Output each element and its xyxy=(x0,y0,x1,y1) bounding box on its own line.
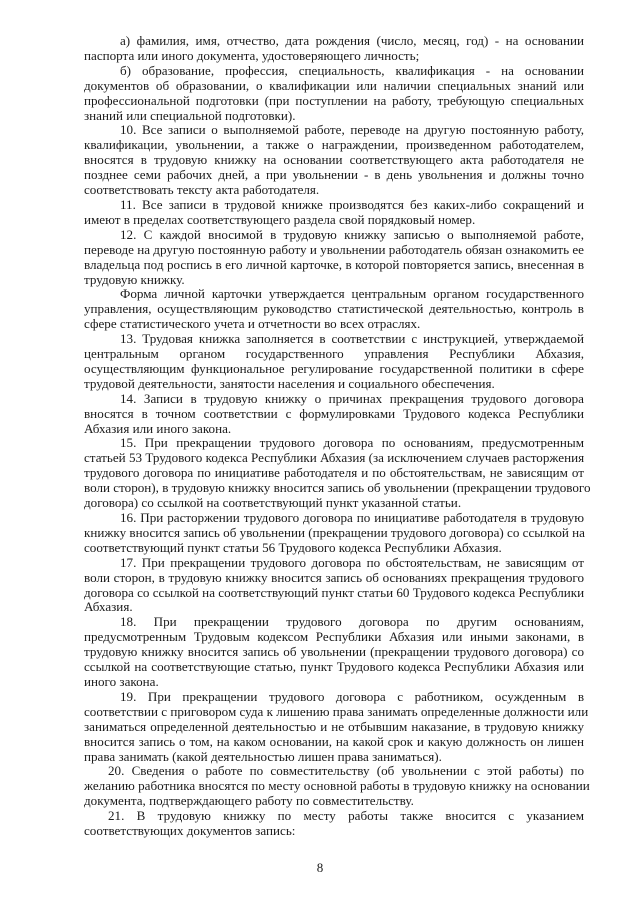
text-line: управления, осуществляющим руководство статистической деятельностью, контроль в xyxy=(84,301,584,317)
paragraph xyxy=(84,615,584,690)
text-line: а) фамилия, имя, отчество, дата рождения (число, месяц, год) - на основании xyxy=(120,33,584,48)
text-line: паспорта или иного документа, удостоверяющего личность; xyxy=(84,47,420,63)
text-line: соответствовать тексту акта работодателя. xyxy=(84,182,320,198)
text-line: соответствии с приговором суда к лишению права занимать определенные должности или xyxy=(84,703,589,719)
paragraph xyxy=(84,198,584,228)
text-line: ссылкой на соответствующие статью, пункт Трудового кодекса Республики Абхазия или xyxy=(84,659,584,675)
text-line: документа, подтверждающего работу по совместительству. xyxy=(84,793,414,809)
text-line: предусмотренным Трудовым кодексом Республики Абхазия или иными законами, в xyxy=(84,629,584,645)
text-line: соответствующий пункт статьи 56 Трудового кодекса Республики Абхазия. xyxy=(84,539,502,555)
text-line: переводе на другую постоянную работу и увольнении работодатель обязан ознакомить ее xyxy=(84,241,584,257)
text-line: 21. В трудовую книжку по месту работы также вносится с указанием xyxy=(108,808,584,824)
paragraph xyxy=(84,763,590,809)
text-line: 10. Все записи о выполняемой работе, переводе на другую постоянную работу, xyxy=(120,122,584,138)
text-line: профессиональной подготовки (при поступлении на работу, требующую специальных xyxy=(84,92,584,108)
text-line: книжку вносится запись об увольнении (прекращении трудового договора) со ссылкой на xyxy=(84,524,585,540)
text-line: квалификации, увольнении, а также о награждении, произведенном работодателем, xyxy=(84,137,584,153)
paragraph xyxy=(84,435,591,511)
text-line: 11. Все записи в трудовой книжке производятся без каких-либо сокращений и xyxy=(120,196,584,212)
page-number: 8 xyxy=(316,860,324,875)
paragraph xyxy=(84,34,584,64)
paragraph xyxy=(84,556,584,616)
text-line: 20. Сведения о работе по совместительству (об увольнении с этой работы) по xyxy=(108,763,584,779)
document-body xyxy=(84,33,591,839)
paragraph xyxy=(84,228,584,288)
paragraph xyxy=(84,123,584,198)
paragraph xyxy=(84,511,584,556)
paragraph xyxy=(84,64,584,124)
text-line: статьей 53 Трудового кодекса Республики Абхазия (за исключением случаев расторжения xyxy=(84,450,585,466)
text-line: позднее семи рабочих дней, а при увольнении - в день увольнения и должны точно xyxy=(84,167,584,183)
paragraph xyxy=(84,809,584,839)
text-line: 15. При прекращении трудового договора по основаниям, предусмотренным xyxy=(120,435,584,451)
text-line: договора) со ссылкой на соответствующий пункт указанной статьи. xyxy=(84,495,462,511)
text-line: владельца под роспись в его личной карточке, в которой повторяется запись, внесенная в xyxy=(84,256,584,272)
text-line: Абхазия. xyxy=(84,599,133,615)
text-line: имеют в пределах соответствующего раздела свой порядковый номер. xyxy=(84,211,476,227)
paragraph xyxy=(84,392,584,437)
text-line: 17. При прекращении трудового договора по обстоятельствам, не зависящим от xyxy=(120,554,584,570)
text-line: 19. При прекращении трудового договора с работником, осужденным в xyxy=(120,688,584,704)
text-line: центральным органом государственного управления Республики Абхазия, xyxy=(84,346,584,362)
text-line: 14. Записи в трудовую книжку о причинах прекращения трудового договора xyxy=(120,390,584,406)
text-line: трудовой деятельности, занятости населения и социального обеспечения. xyxy=(84,375,495,391)
text-line: вносятся в трудовую книжку на основании соответствующего акта работодателя не xyxy=(84,152,584,168)
paragraph xyxy=(84,688,589,765)
paragraph xyxy=(84,287,584,332)
text-line: знаний или специальной подготовки). xyxy=(84,107,296,123)
text-line: заниматься определенной деятельностью и не отбывшим наказание, в трудовую книжку xyxy=(84,718,584,734)
text-line: Форма личной карточки утверждается центральным органом государственного xyxy=(120,286,584,302)
text-line: трудовую книжку вносится запись об увольнении (прекращении трудового договора) со xyxy=(84,644,584,660)
text-line: 12. С каждой вносимой в трудовую книжку записью о выполняемой работе, xyxy=(120,226,584,242)
paragraph xyxy=(84,332,584,392)
text-line: документов об образовании, о квалификации или наличии специальных знаний или xyxy=(84,77,584,93)
text-line: трудовую книжку. xyxy=(84,271,185,287)
text-line: Абхазия или иного закона. xyxy=(84,420,232,436)
text-line: желанию работника вносятся по месту основной работы в трудовую книжку на основании xyxy=(84,778,590,794)
text-line: соответствующих документов запись: xyxy=(84,823,296,839)
text-line: воли сторон, в трудовую книжку вносится запись об основаниях прекращения трудового xyxy=(84,569,584,585)
text-line: сфере статистического учета и отчетности во всех отраслях. xyxy=(84,316,421,332)
text-line: вносится запись о том, на каком основании, на какой срок и какую должность он лишен xyxy=(84,733,584,749)
text-line: 13. Трудовая книжка заполняется в соответствии с инструкцией, утверждаемой xyxy=(120,331,584,347)
text-line: осуществляющим функциональное регулирование государственной политики в сфере xyxy=(84,360,584,376)
text-line: вносятся в точном соответствии с формулировками Трудового кодекса Республики xyxy=(84,405,584,421)
text-line: 16. При расторжении трудового договора по инициативе работодателя в трудовую xyxy=(120,510,584,525)
text-line: 18. При прекращении трудового договора по другим основаниям, xyxy=(120,614,584,630)
text-line: трудового договора по инициативе работодателя и по обстоятельствам, не зависящим от xyxy=(84,465,584,481)
text-line: договора со ссылкой на соответствующий пункт статьи 60 Трудового кодекса Республики xyxy=(84,584,585,600)
text-line: б) образование, профессия, специальность, квалификация - на основании xyxy=(120,62,584,78)
text-line: права занимать (какой деятельностью лишен права заниматься). xyxy=(84,748,442,764)
text-line: иного закона. xyxy=(84,673,159,689)
text-line: воли сторон), в трудовую книжку вносится запись об увольнении (прекращении трудового xyxy=(84,480,591,496)
